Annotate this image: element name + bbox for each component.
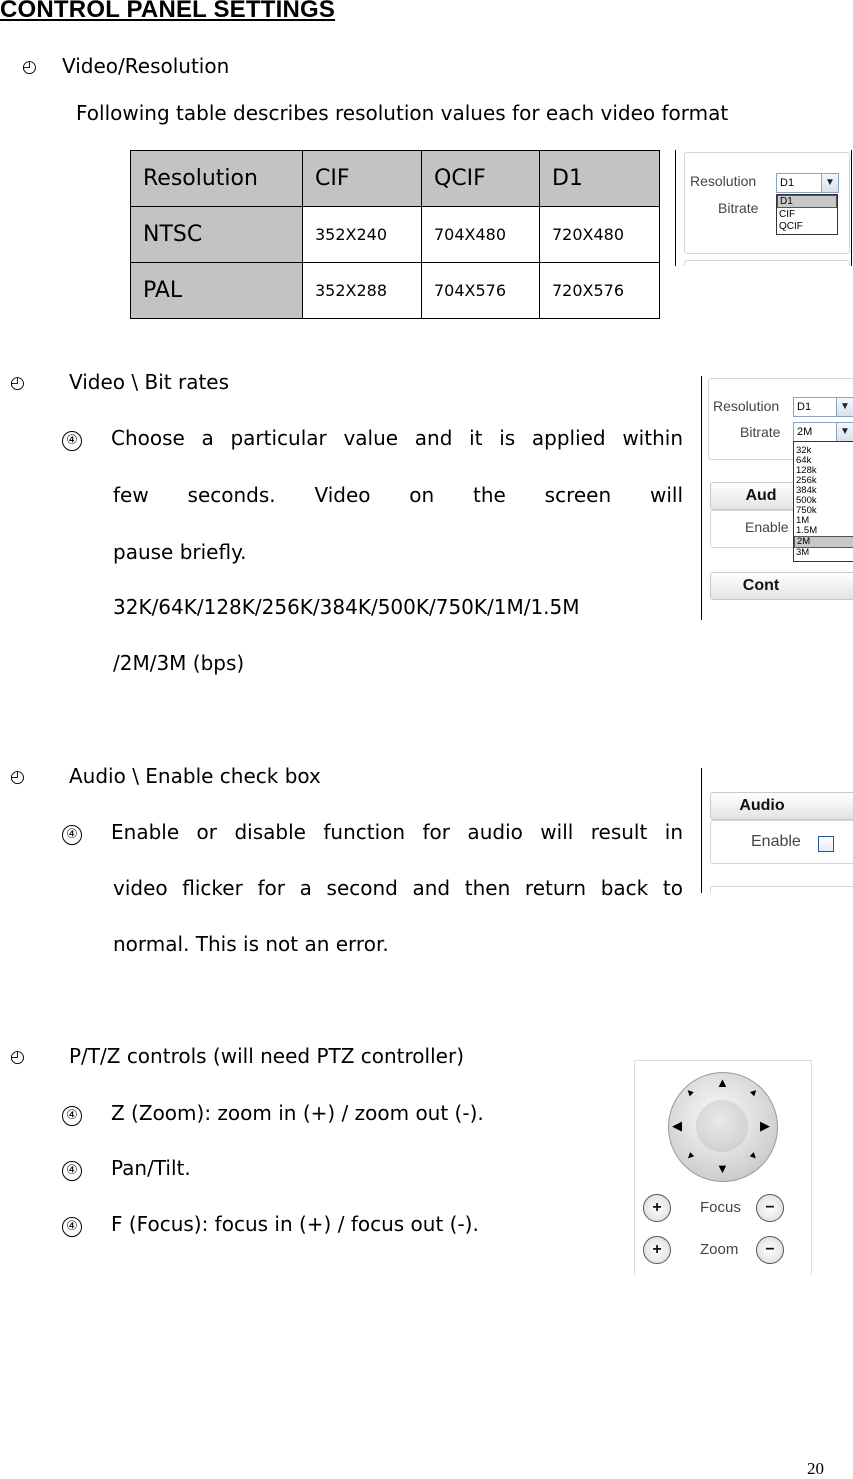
arrow-right-icon[interactable]: ▶ [760,1118,770,1133]
bitrates-text-line: Choose a particular value and it is applied within [111,426,683,450]
bitrate-label: Bitrate [740,424,781,440]
option-item[interactable]: QCIF [779,221,803,232]
focus-out-button[interactable]: − [756,1194,784,1222]
resolution-select-value: D1 [797,401,812,413]
bitrates-text-line: few seconds. Video on the screen will [113,483,683,507]
option-item[interactable]: 32k [796,445,812,456]
enable-checkbox[interactable] [818,836,834,852]
sub-bullet-icon [62,1215,82,1237]
arrow-up-right-icon[interactable]: ▲ [746,1085,762,1100]
enable-label: Enable [745,519,789,535]
table-row-label: PAL [131,263,303,319]
resolution-intro: Following table describes resolution values for each video format [76,101,729,125]
sub-bullet-icon [62,1159,82,1181]
table-row [131,263,660,319]
focus-in-button[interactable]: + [643,1194,671,1222]
zoom-label: Zoom [700,1241,739,1258]
bitrate-dropdown-screenshot [701,376,853,620]
control-group-header [710,572,853,600]
settings-box [710,886,853,893]
audio-text-line: normal. This is not an error. [113,932,389,956]
option-item[interactable]: 750k [796,505,817,516]
enable-label: Enable [751,833,801,850]
table-cell: 352X288 [303,263,422,319]
ptz-controls-screenshot [634,1060,812,1275]
resolution-label: Resolution [690,173,757,189]
section-heading-bitrates: Video \ Bit rates [69,370,230,394]
resolution-label: Resolution [713,398,780,414]
pan-tilt-center [696,1100,748,1152]
option-item[interactable]: D1 [777,195,837,208]
ptz-item: Z (Zoom): zoom in (+) / zoom out (-). [111,1101,484,1125]
sub-bullet-glyph: ④ [62,1161,82,1181]
bullet-icon: ◴ [10,373,25,393]
settings-box [684,260,850,266]
bitrate-label: Bitrate [718,200,759,216]
resolution-select[interactable] [776,173,839,193]
option-item[interactable]: 128k [796,465,817,476]
sub-bullet-glyph: ④ [62,825,82,845]
bitrates-text-line: /2M/3M (bps) [113,651,245,675]
bullet-icon: ◴ [10,1047,25,1067]
bitrate-select-value: 2M [797,426,813,438]
audio-group-title: Aud [745,487,777,504]
table-header-cell: D1 [540,151,660,207]
table-header-cell: CIF [303,151,422,207]
bullet-icon: ◴ [22,57,37,77]
bitrate-select[interactable] [793,422,853,442]
option-item[interactable]: 256k [796,475,817,486]
arrow-down-right-icon[interactable]: ▼ [746,1149,762,1164]
resolution-select-value: D1 [780,177,795,189]
table-header-cell: QCIF [422,151,540,207]
zoom-in-button[interactable]: + [643,1236,671,1264]
ptz-item: Pan/Tilt. [111,1156,191,1180]
option-item[interactable]: 500k [796,495,817,506]
bitrate-options-list [793,441,853,562]
arrow-down-icon[interactable]: ▼ [716,1161,729,1176]
section-heading-resolution: Video/Resolution [62,54,230,78]
control-group-title: Cont [742,577,780,594]
table-cell: 352X240 [303,207,422,263]
table-cell: 720X576 [540,263,660,319]
resolution-select[interactable] [793,397,853,417]
table-cell: 704X480 [422,207,540,263]
resolution-options-list [776,194,838,235]
audio-enable-screenshot [701,768,853,893]
chevron-down-icon: ▼ [821,174,838,192]
arrow-down-left-icon[interactable]: ▼ [682,1149,698,1164]
bitrates-text-line: 32K/64K/128K/256K/384K/500K/750K/1M/1.5M [113,595,580,619]
option-item[interactable]: 1.5M [796,525,818,536]
option-item[interactable]: 1M [796,515,810,526]
chevron-down-icon: ▼ [836,398,853,416]
bitrates-text-line: pause briefly. [113,540,247,564]
option-item[interactable]: 64k [796,455,812,466]
zoom-out-button[interactable]: − [756,1236,784,1264]
chevron-down-icon: ▼ [836,423,853,441]
bullet-icon: ◴ [10,767,25,787]
sub-bullet-icon [62,1104,82,1126]
section-heading-audio: Audio \ Enable check box [69,764,321,788]
option-item[interactable]: CIF [779,209,796,220]
sub-bullet-glyph: ④ [62,1217,82,1237]
sub-bullet-glyph: ④ [62,431,82,451]
arrow-up-icon[interactable]: ▲ [716,1075,729,1090]
focus-label: Focus [700,1199,741,1216]
sub-bullet-icon [62,429,82,451]
page-number: 20 [807,1459,824,1478]
page-title: CONTROL PANEL SETTINGS [0,0,336,23]
audio-text-line: video flicker for a second and then return back to [113,876,683,900]
sub-bullet-icon [62,823,82,845]
audio-group-title: Audio [739,797,785,814]
option-item[interactable]: 2M [794,536,853,548]
section-heading-ptz: P/T/Z controls (will need PTZ controller) [69,1044,464,1068]
arrow-up-left-icon[interactable]: ▲ [682,1085,698,1100]
table-header-row [131,151,660,207]
ptz-item: F (Focus): focus in (+) / focus out (-). [111,1212,479,1236]
table-cell: 704X576 [422,263,540,319]
audio-text-line: Enable or disable function for audio will result in [111,820,683,844]
resolution-table [130,150,660,319]
table-row [131,207,660,263]
table-row-label: NTSC [131,207,303,263]
sub-bullet-glyph: ④ [62,1106,82,1126]
pan-tilt-pad[interactable] [668,1072,778,1182]
audio-group-header [710,792,853,820]
option-item[interactable]: 3M [796,547,810,558]
resolution-dropdown-screenshot [675,150,852,266]
arrow-left-icon[interactable]: ◀ [672,1118,682,1133]
option-item[interactable]: 384k [796,485,817,496]
table-cell: 720X480 [540,207,660,263]
table-header-cell: Resolution [131,151,303,207]
